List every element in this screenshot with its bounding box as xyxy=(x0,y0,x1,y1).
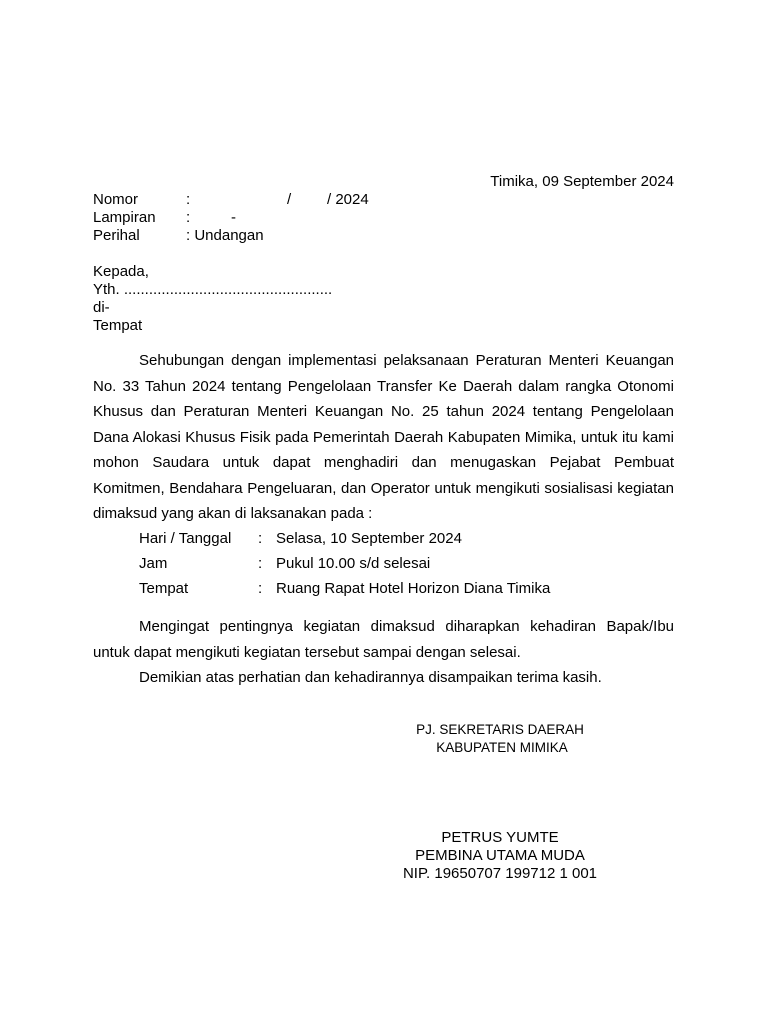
detail-label: Jam xyxy=(139,555,168,572)
nomor-label: Nomor xyxy=(93,191,139,208)
lampiran-label: Lampiran xyxy=(93,209,156,226)
detail-colon: : xyxy=(258,530,263,547)
nomor-colon: : xyxy=(186,191,191,208)
nomor-slash: / xyxy=(287,191,292,208)
lampiran-value: - xyxy=(231,209,236,226)
detail-colon: : xyxy=(258,580,263,597)
perihal-label: Perihal xyxy=(93,227,140,244)
detail-label: Tempat xyxy=(139,580,189,597)
recipient-tempat: Tempat xyxy=(93,317,143,334)
signatory-region: KABUPATEN MIMIKA xyxy=(436,740,568,755)
lampiran-colon: : xyxy=(186,209,191,226)
recipient-di: di- xyxy=(93,299,110,316)
detail-value: Pukul 10.00 s/d selesai xyxy=(276,555,431,572)
nomor-year: / 2024 xyxy=(327,191,369,208)
perihal-value: : Undangan xyxy=(186,227,264,244)
body-paragraph-2: Mengingat pentingnya kegiatan dimaksud diharapkan kehadiran Bapak/Ibu untuk dapat mengikuti kegiatan tersebut sampai dengan selesai. xyxy=(93,618,674,661)
detail-colon: : xyxy=(258,555,263,572)
body-paragraph-1: Sehubungan dengan implementasi pelaksanaan Peraturan Menteri Keuangan No. 33 Tahun 2024 tentang Pengelolaan Transfer Ke Daerah dalam rangka Otonomi Khusus dan Peraturan Menteri Keuangan No. 25 tahun 2024 tentang Pengelolaan Dana Alokasi Khusus Fisik pada Pemerintah Daerah Kabupaten Mimika, untuk itu kami mohon Saudara untuk dapat menghadiri dan menugaskan Pejabat Pembuat Komitmen, Bendahara Pengeluaran, dan Operator untuk mengikuti sosialisasi kegiatan dimaksud yang akan di laksanakan pada : xyxy=(93,352,674,522)
recipient-kepada: Kepada, xyxy=(93,263,149,280)
letter-date: Timika, 09 September 2024 xyxy=(490,173,674,190)
body-paragraph-3: Demikian atas perhatian dan kehadirannya disampaikan terima kasih. xyxy=(139,669,602,686)
detail-label: Hari / Tanggal xyxy=(139,530,232,547)
signatory-rank: PEMBINA UTAMA MUDA xyxy=(415,847,585,864)
signatory-title: PJ. SEKRETARIS DAERAH xyxy=(416,722,584,737)
recipient-yth: Yth. .................................................. xyxy=(93,281,333,298)
detail-value: Ruang Rapat Hotel Horizon Diana Timika xyxy=(276,580,551,597)
detail-value: Selasa, 10 September 2024 xyxy=(276,530,462,547)
signatory-name: PETRUS YUMTE xyxy=(441,829,559,846)
signatory-nip: NIP. 19650707 199712 1 001 xyxy=(402,865,598,882)
